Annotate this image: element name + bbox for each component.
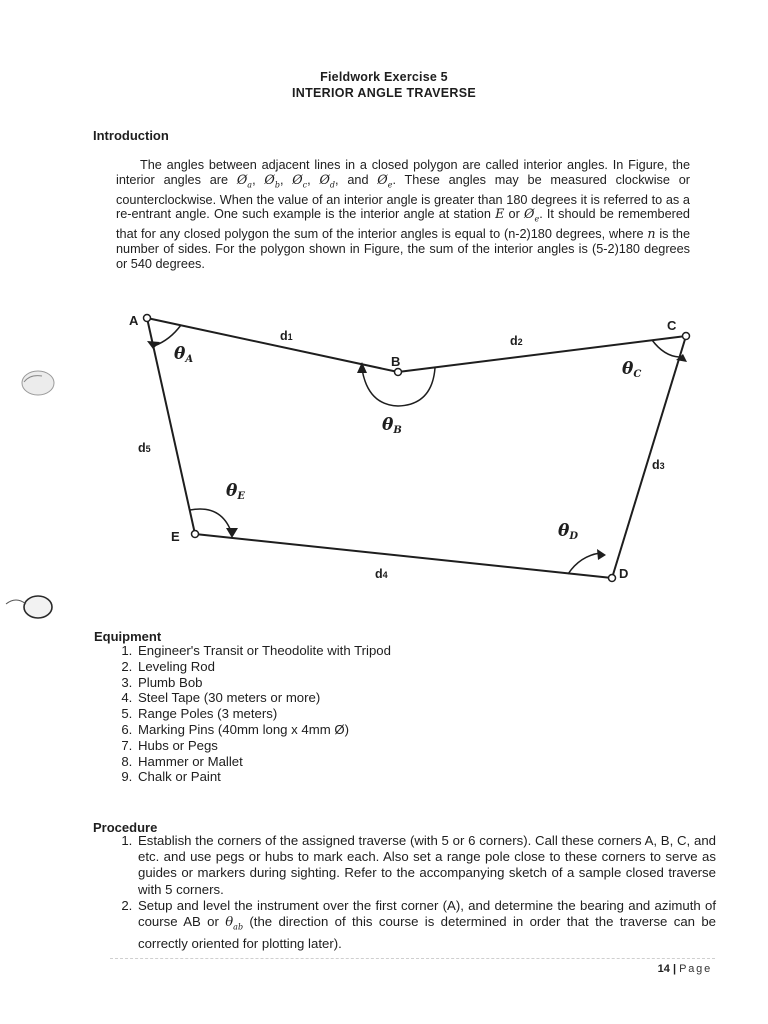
angle-label-d: θD	[558, 521, 579, 542]
page-number: 14	[657, 963, 670, 975]
station-label-b: B	[391, 354, 401, 369]
side-d4	[195, 534, 612, 578]
station-label-c: C	[667, 318, 677, 333]
page-footer	[658, 963, 712, 975]
side-label-d4: d4	[375, 567, 388, 581]
list-item: 6. Marking Pins (40mm long x 4mm Ø)	[136, 722, 556, 738]
side-d5	[147, 318, 195, 534]
station-label-e: E	[171, 529, 180, 544]
procedure-list	[100, 833, 716, 952]
list-item: 7. Hubs or Pegs	[136, 738, 556, 754]
list-item: 8. Hammer or Mallet	[136, 754, 556, 770]
procedure-heading: Procedure	[93, 820, 158, 835]
station-marker-d	[609, 575, 616, 582]
list-item: 4. Steel Tape (30 meters or more)	[136, 690, 556, 706]
angle-arc-c	[652, 340, 679, 357]
procedure-step-2: 2. Setup and level the instrument over the first corner (A), and determine the bearing and azimuth of course AB or $\theta_{ab}$ (the direction of this course is determined in order that the traverse can be correctly oriented for plotting later).	[136, 898, 716, 952]
list-item: 9. Chalk or Paint	[136, 769, 556, 785]
side-label-d2: d2	[510, 334, 523, 348]
list-item: 1. Engineer's Transit or Theodolite with Tripod	[136, 643, 556, 659]
station-marker-e	[192, 531, 199, 538]
list-item: 3. Plumb Bob	[136, 675, 556, 691]
equipment-heading: Equipment	[94, 629, 162, 644]
list-item: 2. Leveling Rod	[136, 659, 556, 675]
footer-divider	[110, 958, 715, 959]
arrow-d	[597, 549, 606, 560]
side-label-d3: d3	[652, 458, 665, 472]
station-marker-a	[144, 315, 151, 322]
side-label-d1: d1	[280, 329, 293, 343]
list-item: 5. Range Poles (3 meters)	[136, 706, 556, 722]
station-marker-c	[683, 333, 690, 340]
page-word: Page	[679, 963, 712, 975]
angle-label-b: θB	[382, 415, 402, 436]
station-label-d: D	[619, 566, 629, 581]
angle-label-a: θA	[174, 344, 194, 365]
side-d2	[398, 336, 686, 372]
angle-label-e: θE	[226, 481, 245, 502]
station-marker-b	[395, 369, 402, 376]
footer-separator: |	[672, 963, 677, 975]
angle-arc-d	[568, 553, 600, 574]
introduction-paragraph: The angles between adjacent lines in a closed polygon are called interior angles. In Figure, the interior angles are $Ø_a$, $Ø_b$, $Ø_c$, $Ø_d$, and $Ø_e$. These angles may be measured clockwise or counterclockwise. When the value of an interior angle is greater than 180 degrees it is referred to as a re-entrant angle. One such example is the interior angle at station E or $Ø_e$. It should be remembered that for any closed polygon the sum of the interior angles is equal to (n-2)180 degrees, where n is the number of sides. For the polygon shown in Figure, the sum of the interior angles is (5-2)180 degrees or 540 degrees.	[116, 158, 690, 271]
station-label-a: A	[129, 313, 139, 328]
angle-label-c: θC	[622, 359, 642, 380]
exercise-title: Fieldwork Exercise 5	[320, 70, 448, 84]
exercise-subtitle: INTERIOR ANGLE TRAVERSE	[292, 86, 476, 100]
traverse-diagram	[0, 300, 768, 600]
procedure-step-1: 1. Establish the corners of the assigned traverse (with 5 or 6 corners). Call these corners A, B, C, and etc. and use pegs or hubs to mark each. Also set a range pole close to these corners to serve as guides or markers during sighting. Refer to the accompanying sketch of a sample closed traverse with 5 corners.	[136, 833, 716, 898]
introduction-heading: Introduction	[93, 128, 169, 143]
equipment-list	[100, 643, 556, 785]
side-label-d5: d5	[138, 441, 151, 455]
